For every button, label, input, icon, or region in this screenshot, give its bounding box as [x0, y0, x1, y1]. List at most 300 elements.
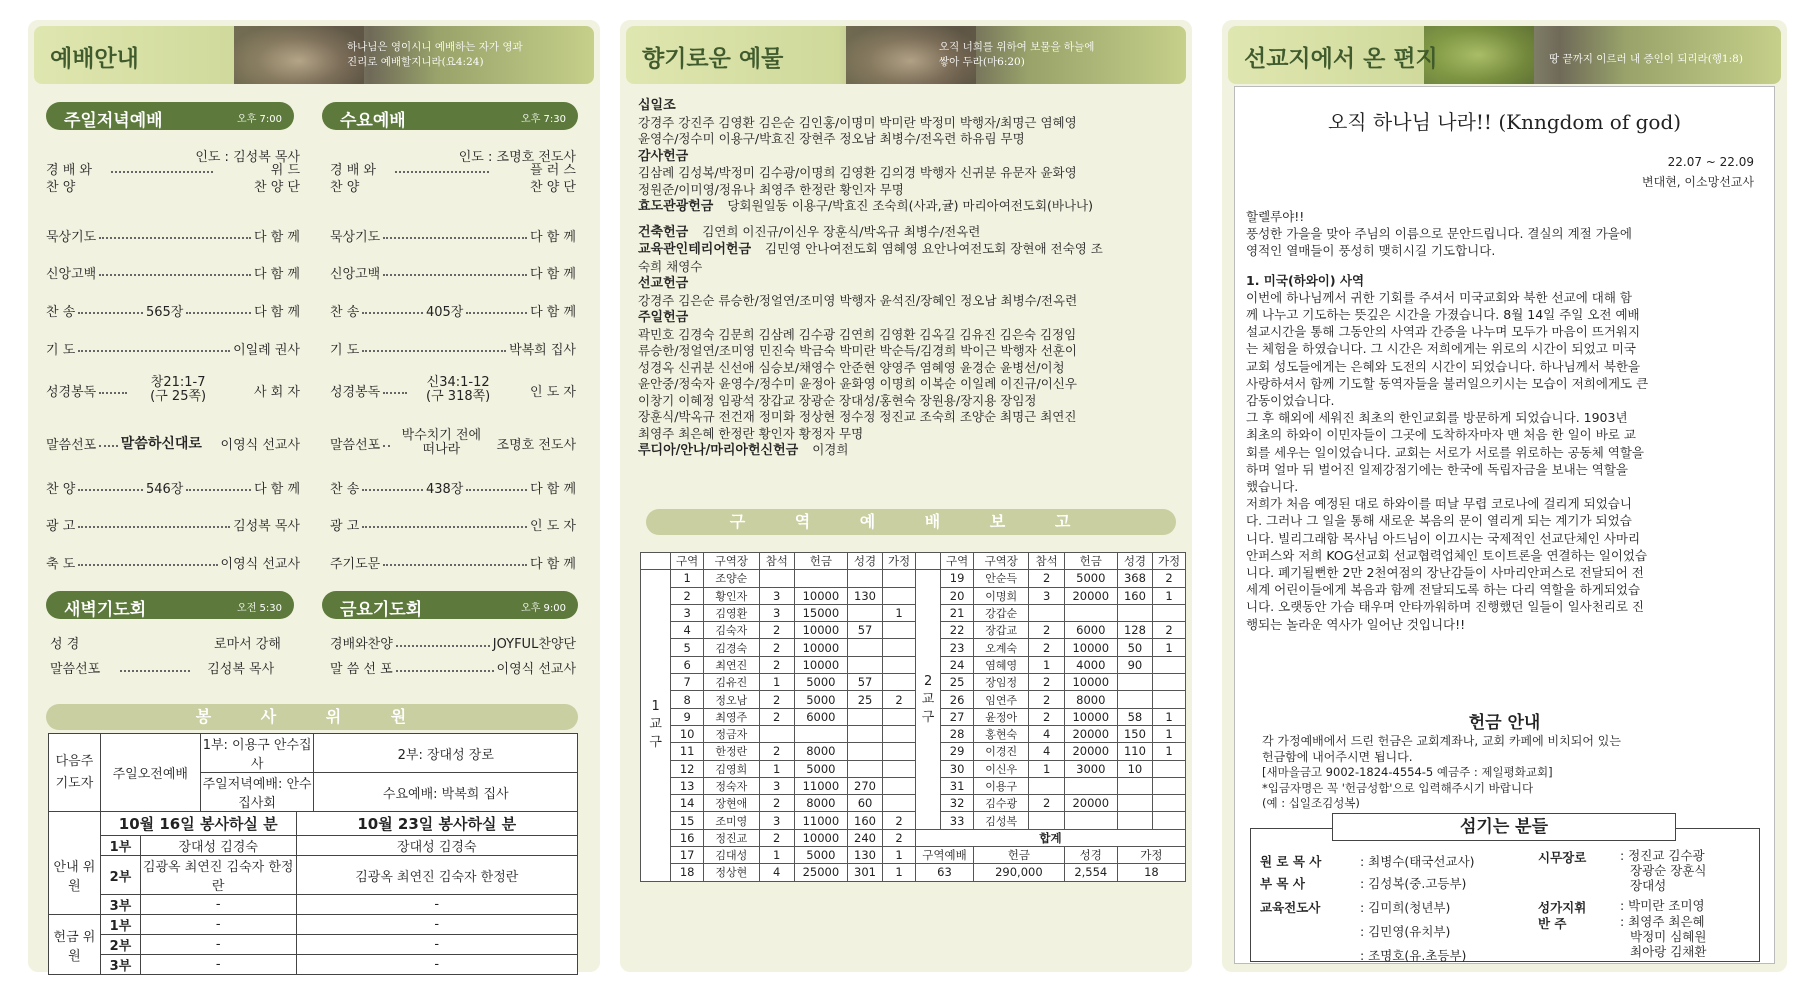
- g2-cell: 이신우: [973, 760, 1029, 777]
- order-middle-line2: 떠나라: [422, 442, 461, 457]
- dots: [466, 312, 527, 314]
- g1-cell: 정진교: [704, 829, 760, 846]
- offering-names-line: 김삼례 김성복/박정미 김수광/이명희 김영환 김의경 박행자 신귀분 유문자 윤화영: [638, 165, 1077, 180]
- order-label-0: [330, 162, 376, 196]
- sum-value: 18: [1117, 864, 1185, 881]
- staff-name-4: : 조명호(유.초등부): [1360, 948, 1467, 963]
- offering-guide-line: *입금자명은 꼭 '헌금성함'으로 입력해주시기 바랍니다: [1262, 780, 1534, 795]
- g2-cell: 이명희: [973, 587, 1029, 604]
- col-header: 구역장: [704, 553, 760, 570]
- dawn-row-2: 말씀선포 김성복 목사: [50, 662, 275, 677]
- g1-cell: 11000: [794, 777, 847, 794]
- dots: [186, 489, 251, 491]
- worship-header: [34, 26, 594, 84]
- g2-cell: 20000: [1064, 725, 1117, 742]
- offering-heading: 선교헌금: [638, 276, 689, 291]
- dots: [466, 489, 527, 491]
- order-label: 찬 양: [46, 481, 76, 497]
- sum-value: 290,000: [973, 864, 1064, 881]
- offerings-header: [626, 26, 1186, 84]
- g2-cell: 장임정: [973, 674, 1029, 691]
- g1-cell: 김영희: [704, 760, 760, 777]
- dots: [383, 445, 390, 447]
- header-verse: 하나님은 영이시니 예배하는 자가 영과 진리로 예배할지니라(요4:24): [347, 41, 523, 68]
- letter-line: [1246, 260, 1756, 272]
- order-label: 광 고: [46, 518, 76, 534]
- g2-cell: 이용구: [973, 777, 1029, 794]
- staff-name-2: : 김미희(청년부): [1360, 900, 1451, 915]
- g2-cell: 1: [1153, 587, 1186, 604]
- staff-right-role-2: 반 주: [1538, 916, 1567, 931]
- g1-cell: [794, 725, 847, 742]
- offering-guide-line: 각 가정예배에서 드린 헌금은 교회계좌나, 교회 카페에 비치되어 있는: [1262, 734, 1621, 748]
- g2-cell: 128: [1117, 622, 1152, 639]
- offering-oct23-p2: -: [296, 935, 577, 955]
- dots: [362, 312, 423, 314]
- letter-line: 1. 미국(하와이) 사역: [1246, 272, 1365, 288]
- col-header: 구역: [671, 553, 704, 570]
- order-row-1: [330, 225, 576, 245]
- offering-heading: 주일헌금: [638, 310, 689, 325]
- dots: [78, 489, 143, 491]
- g1-cell: 14: [671, 795, 704, 812]
- offering-list: [638, 97, 1178, 460]
- order-row-4: [46, 338, 300, 358]
- next-week-service: 주일오전예배: [100, 734, 200, 812]
- g1-cell: [847, 570, 882, 587]
- g1-cell: 조미영: [704, 812, 760, 829]
- dots: [362, 350, 506, 352]
- staff-right-name: 장대성: [1630, 878, 1667, 893]
- g1-cell: [883, 743, 916, 760]
- g2-cell: [1153, 795, 1186, 812]
- next-week-evening: 주일저녁예배: 안수집사회: [200, 773, 314, 812]
- offering-section-2: [638, 198, 1178, 216]
- letter-line: 니다. 빌리그래함 목사님 아드님이 이끄시는 국제적인 선교단체인 사마리: [1246, 530, 1641, 546]
- g1-cell: [847, 604, 882, 621]
- g1-cell: 2: [883, 691, 916, 708]
- g1-cell: [883, 795, 916, 812]
- order-value-line2: 찬 양 단: [530, 180, 576, 195]
- order-value: 사 회 자: [254, 384, 300, 400]
- order-value: 다 함 께: [530, 266, 576, 282]
- staff-right-name: : 박미란 조미영: [1620, 898, 1705, 913]
- offering-head-line: [638, 198, 1178, 216]
- g2-cell: 홍현숙: [973, 725, 1029, 742]
- offering-head-line: [638, 309, 1178, 327]
- friday-row-1: 경배와찬양 JOYFUL찬양단: [330, 637, 576, 652]
- guide-oct16-p2: 김광옥 최연진 김숙자 한정란: [140, 856, 296, 895]
- staff-right-name: 박정미 심혜원: [1630, 929, 1707, 944]
- g2-cell: 110: [1117, 743, 1152, 760]
- order-row-8: [330, 514, 576, 534]
- letter-body: [1246, 208, 1756, 633]
- g1-cell: 301: [847, 864, 882, 881]
- staff-name-1: : 김성복(중.고등부): [1360, 876, 1467, 891]
- g2-cell: 24: [941, 656, 974, 673]
- letter-line: 했습니다.: [1246, 479, 1299, 495]
- dots: [383, 237, 527, 239]
- g2-cell: 2: [1029, 795, 1064, 812]
- g1-cell: 6: [671, 656, 704, 673]
- g2-cell: 4000: [1064, 656, 1117, 673]
- letter-line: 할렐루야!!: [1246, 209, 1305, 224]
- staff-right-role-0: 시무장로: [1538, 850, 1587, 865]
- letter-line: 영적인 열매들이 풍성히 맺히시길 기도합니다.: [1246, 243, 1496, 259]
- order-value: 다 함 께: [254, 229, 300, 245]
- g1-cell: 3: [759, 587, 794, 604]
- g2-cell: 23: [941, 639, 974, 656]
- col-header: 헌금: [794, 553, 847, 570]
- staff-right-name: : 정진교 김수광: [1620, 848, 1705, 863]
- g2-cell: 윤정아: [973, 708, 1029, 725]
- offering-section-6: [638, 309, 1178, 442]
- order-middle: 405장: [425, 304, 464, 320]
- group1-label-char: 1: [651, 699, 660, 715]
- staff-right-name: 장광순 장훈식: [1630, 863, 1707, 878]
- g2-cell: 150: [1117, 725, 1152, 742]
- col-header: 성경: [847, 553, 882, 570]
- letter-line: 설교시간을 통해 그동안의 사역과 간증을 나누며 모두가 마음이 뜨거워지: [1246, 324, 1641, 340]
- g2-cell: 1: [1153, 743, 1186, 760]
- letter-line: 저희가 처음 예정된 대로 하와이를 떠날 무렵 코로나에 걸리게 되었습니: [1246, 496, 1632, 512]
- offering-section-7: [638, 442, 1178, 460]
- g1-cell: 김유진: [704, 674, 760, 691]
- g1-cell: 12: [671, 760, 704, 777]
- order-row-1: [46, 225, 300, 245]
- offering-oct16-p3: -: [140, 955, 296, 975]
- col-header: 참석: [759, 553, 794, 570]
- g2-cell: 4: [1029, 725, 1064, 742]
- g2-cell: 1: [1153, 639, 1186, 656]
- order-middle: [130, 376, 226, 404]
- panel-title: 선교지에서 온 편지: [1244, 45, 1438, 72]
- order-value-line1: 위 드: [270, 163, 300, 178]
- letter-date: 22.07 ~ 22.09: [1667, 155, 1754, 169]
- g2-cell: 50: [1117, 639, 1152, 656]
- dots: [99, 392, 127, 394]
- g1-cell: 3: [759, 604, 794, 621]
- g2-cell: 2: [1029, 622, 1064, 639]
- dots: [186, 312, 251, 314]
- dots: [99, 237, 251, 239]
- order-middle: 565장: [145, 304, 184, 320]
- offering-section-0: [638, 97, 1178, 148]
- offering-names-line: 윤안중/정숙자 윤영수/정수미 윤정아 윤화영 이명희 이복순 이일례 이진규/이신우: [638, 376, 1077, 391]
- g1-cell: [883, 725, 916, 742]
- col-header: 구역장: [973, 553, 1029, 570]
- praying-hands-image: [234, 26, 364, 84]
- g2-cell: 368: [1117, 570, 1152, 587]
- group-col-header: [641, 553, 671, 570]
- g2-cell: [1117, 674, 1152, 691]
- offering-heading: 루디아/안나/마리아헌신헌금: [638, 443, 799, 458]
- offering-names-line: 장훈식/박옥규 전건재 정미화 정상현 정수정 정진교 조숙희 조양순 최명근 최연진: [638, 409, 1077, 424]
- dots: [99, 274, 251, 276]
- staff-right-names-0: [1620, 848, 1706, 893]
- dots: [111, 171, 213, 173]
- g2-cell: 10000: [1064, 674, 1117, 691]
- next-week-part2: 2부: 장대성 장로: [314, 734, 578, 773]
- offering-names: 김민영 안나여전도회 염혜영 요안나여전도회 장현애 전숙영 조: [765, 241, 1103, 256]
- g1-cell: 8000: [794, 795, 847, 812]
- g2-cell: [1064, 777, 1117, 794]
- order-label: 말씀선포: [330, 437, 381, 453]
- letter-author: 변대현, 이소망선교사: [1642, 175, 1754, 189]
- sum-header: 헌금: [973, 847, 1064, 864]
- order-label: 묵상기도: [46, 229, 97, 245]
- mission-header: [1228, 26, 1781, 84]
- order-middle: [393, 429, 489, 457]
- sum-value: 2,554: [1064, 864, 1117, 881]
- service-table: [48, 733, 578, 975]
- g1-cell: 2: [759, 743, 794, 760]
- order-value-line1: 플 러 스: [530, 163, 576, 178]
- offering-heading: 감사헌금: [638, 148, 689, 164]
- order-label-line2: 찬 양: [330, 180, 360, 195]
- offering-names-line: 윤영수/정수미 이용구/박효진 장현주 정오남 최병수/전옥련 하유림 무명: [638, 131, 1025, 146]
- offering-section-3: [638, 224, 1178, 242]
- g1-cell: 2: [759, 829, 794, 846]
- order-label: 주기도문: [330, 556, 381, 572]
- g2-cell: 90: [1117, 656, 1152, 673]
- letter-line: 니다. 폐기될뻔한 2만 2천여점의 장난감들이 사마리안퍼스로 전달되어 전: [1246, 565, 1644, 581]
- g2-cell: 10: [1117, 760, 1152, 777]
- g2-cell: 2: [1029, 691, 1064, 708]
- order-dots-0: [392, 168, 492, 170]
- g2-cell: [1153, 691, 1186, 708]
- staff-name-0: : 최병수(태국선교사): [1360, 854, 1475, 869]
- order-middle: [410, 376, 506, 404]
- g2-cell: 2: [1153, 622, 1186, 639]
- g2-cell: 27: [941, 708, 974, 725]
- g2-cell: [1117, 777, 1152, 794]
- col-header: 가정: [883, 553, 916, 570]
- group2-label: [915, 570, 940, 829]
- order-label: 찬 송: [330, 304, 360, 320]
- g2-cell: 10000: [1064, 639, 1117, 656]
- order-row-6: [330, 428, 576, 457]
- staff-right-name: 최아랑 김채환: [1630, 944, 1707, 959]
- g1-cell: 15000: [794, 604, 847, 621]
- order-label: 성경봉독: [330, 384, 381, 400]
- order-label-line2: 찬 양: [46, 180, 76, 195]
- order-middle-line1: 신34:1-12: [426, 375, 490, 390]
- g1-cell: 130: [847, 587, 882, 604]
- col-header: 성경: [1117, 553, 1152, 570]
- g1-cell: 10000: [794, 622, 847, 639]
- g1-cell: 정금자: [704, 725, 760, 742]
- offering-label: 헌금 위원: [49, 915, 101, 975]
- order-label: 신앙고백: [46, 266, 97, 282]
- g1-cell: 8: [671, 691, 704, 708]
- g1-cell: 2: [759, 795, 794, 812]
- date-oct23: 10월 23일 봉사하실 분: [296, 812, 577, 836]
- g1-cell: 4: [759, 864, 794, 881]
- offering-head-line: [638, 275, 1178, 293]
- letter-title: 오직 하나님 나라!! (Knngdom of god): [1327, 110, 1682, 134]
- offering-names: 김연희 이진규/이신우 장훈식/박옥규 최병수/전옥련: [702, 223, 981, 239]
- g2-cell: 20: [941, 587, 974, 604]
- g1-cell: 2: [883, 812, 916, 829]
- g1-cell: 5000: [794, 760, 847, 777]
- dots: [383, 564, 527, 566]
- order-label: 기 도: [46, 342, 76, 358]
- dots: [78, 526, 230, 528]
- g1-cell: 김경숙: [704, 639, 760, 656]
- g1-cell: 160: [847, 812, 882, 829]
- g2-cell: 강갑순: [973, 604, 1029, 621]
- g1-cell: 10: [671, 725, 704, 742]
- order-row-3: [46, 300, 300, 320]
- order-dots-0: [108, 168, 216, 170]
- g1-cell: 황인자: [704, 587, 760, 604]
- offering-guide-line: 헌금함에 내어주시면 됩니다.: [1262, 749, 1413, 764]
- order-value: 이영식 선교사: [220, 437, 300, 453]
- g2-cell: 2: [1153, 570, 1186, 587]
- g2-cell: 20000: [1064, 587, 1117, 604]
- g1-cell: [883, 587, 916, 604]
- g2-cell: [1117, 604, 1152, 621]
- offering-names-line: 성경옥 신귀분 신선애 심승보/채영수 안준현 양영주 염혜영 윤경순 윤병선/이청: [638, 359, 1065, 375]
- g2-cell: [1117, 691, 1152, 708]
- g1-cell: 5000: [794, 847, 847, 864]
- dots: [383, 392, 407, 394]
- g1-cell: 7: [671, 674, 704, 691]
- offering-part1: 1부: [100, 915, 140, 935]
- order-row-6: [46, 433, 300, 453]
- order-value: 조명호 전도사: [496, 437, 576, 453]
- order-label-line1: 경 배 와: [330, 163, 376, 178]
- g1-cell: 최연진: [704, 656, 760, 673]
- dots: [383, 274, 527, 276]
- g2-cell: 33: [941, 812, 974, 829]
- group2-label-char: 구: [921, 709, 935, 725]
- letter-line: 세계 어린이들에게 복음과 함께 전달되도록 하는 다리 역할을 하게되었습: [1246, 582, 1641, 598]
- g2-cell: 8000: [1064, 691, 1117, 708]
- g2-cell: 2: [1029, 674, 1064, 691]
- order-middle: 546장: [145, 481, 184, 497]
- letter-line: 행되는 놀라운 역사가 일어난 것입니다!!: [1246, 616, 1466, 632]
- g2-cell: 김성복: [973, 812, 1029, 829]
- g1-cell: [794, 570, 847, 587]
- dots: [78, 564, 217, 566]
- guide-part3: 3부: [100, 895, 140, 915]
- g1-cell: 1: [883, 847, 916, 864]
- col-header: 헌금: [1064, 553, 1117, 570]
- g1-cell: 8000: [794, 743, 847, 760]
- g2-cell: [1153, 812, 1186, 829]
- order-label: 기 도: [330, 342, 360, 358]
- order-label: 찬 송: [46, 304, 76, 320]
- g1-cell: 6000: [794, 708, 847, 725]
- letter-line: 니다. 오랫동안 가슴 태우며 안타까워하며 진행했던 일들이 일사천리로 진: [1246, 599, 1645, 615]
- g1-cell: 11000: [794, 812, 847, 829]
- g2-cell: 25: [941, 674, 974, 691]
- g1-cell: 240: [847, 829, 882, 846]
- g1-cell: 정상현: [704, 864, 760, 881]
- offering-names-line: 강경주 강진주 김영환 김은순 김인홍/이명미 박미란 박정미 박행자/최명근 염혜영: [638, 114, 1077, 130]
- order-value: 다 함 께: [530, 229, 576, 245]
- g1-cell: 25000: [794, 864, 847, 881]
- order-label: 말씀선포: [46, 437, 97, 453]
- g1-cell: 1: [671, 570, 704, 587]
- g2-cell: 32: [941, 795, 974, 812]
- g1-cell: [847, 760, 882, 777]
- g1-cell: 5000: [794, 691, 847, 708]
- order-row-5: [46, 375, 300, 404]
- dots: [362, 526, 527, 528]
- g2-cell: [1153, 604, 1186, 621]
- g1-cell: [847, 639, 882, 656]
- wednesday-leader: 인도 : 조명호 전도사: [458, 150, 576, 165]
- letter-line: 교회 성도들에게는 은혜와 도전의 시간이 되었습니다. 하나님께서 북한을: [1246, 358, 1641, 374]
- g2-cell: 장갑교: [973, 622, 1029, 639]
- order-value: 이영식 선교사: [220, 556, 300, 572]
- g1-cell: 1: [759, 760, 794, 777]
- g2-cell: 1: [1153, 708, 1186, 725]
- g2-cell: 이경진: [973, 743, 1029, 760]
- g2-cell: [1064, 604, 1117, 621]
- order-row-9: [330, 552, 576, 572]
- g1-cell: 10000: [794, 639, 847, 656]
- g1-cell: 정숙자: [704, 777, 760, 794]
- g1-cell: 정오남: [704, 691, 760, 708]
- g2-cell: [1029, 604, 1064, 621]
- g1-cell: 17: [671, 847, 704, 864]
- staff-role-2: 교육전도사: [1260, 900, 1321, 915]
- g2-cell: 김수광: [973, 795, 1029, 812]
- friday-row-2: 말 씀 선 포 이영식 선교사: [330, 662, 576, 677]
- letter-line: 께 나누고 기도하는 뜻깊은 시간을 가졌습니다. 8월 14일 주일 오전 예배: [1246, 307, 1640, 323]
- order-label: 묵상기도: [330, 229, 381, 245]
- order-row-4: [330, 338, 576, 358]
- order-label: 성경봉독: [46, 384, 97, 400]
- g2-cell: 29: [941, 743, 974, 760]
- g1-cell: 16: [671, 829, 704, 846]
- dots: [78, 312, 143, 314]
- order-value: 다 함 께: [254, 266, 300, 282]
- g1-cell: 2: [759, 708, 794, 725]
- guide-part1: 1부: [100, 836, 140, 856]
- g2-cell: 19: [941, 570, 974, 587]
- g2-cell: 4: [1029, 743, 1064, 760]
- order-value: 다 함 께: [254, 481, 301, 497]
- order-middle-line2: (구 25쪽): [150, 389, 207, 404]
- g2-cell: 2: [1029, 570, 1064, 587]
- order-value: 다 함 께: [254, 304, 301, 320]
- g1-cell: 김영환: [704, 604, 760, 621]
- friday-prayer-pill: 금요기도회 오후 9:00: [322, 591, 578, 619]
- g1-cell: [883, 674, 916, 691]
- letter-line: 는 체험을 하였습니다. 그 시간은 저희에게는 위로의 시간이 되었고 미국: [1246, 341, 1636, 357]
- letter-line: 감동이었습니다.: [1246, 393, 1335, 409]
- staff-right-name: : 최영주 최은혜: [1620, 914, 1705, 929]
- letter-line: 최초의 하와이 이민자들이 그곳에 도착하자마자 맨 처음 한 일이 바로 교: [1246, 427, 1636, 443]
- guide-oct23-p2: 김광옥 최연진 김숙자 한정란: [296, 856, 577, 895]
- g1-cell: 270: [847, 777, 882, 794]
- sunday-leader: 인도 : 김성복 목사: [195, 150, 300, 165]
- group1-label-char: 구: [649, 735, 662, 751]
- order-value-0: [496, 162, 576, 196]
- g2-cell: [1117, 795, 1152, 812]
- g2-cell: 20000: [1064, 743, 1117, 760]
- g2-cell: 2: [1029, 639, 1064, 656]
- g1-cell: 10000: [794, 587, 847, 604]
- g1-cell: 한정란: [704, 743, 760, 760]
- g1-cell: [883, 777, 916, 794]
- group1-label: [641, 570, 671, 881]
